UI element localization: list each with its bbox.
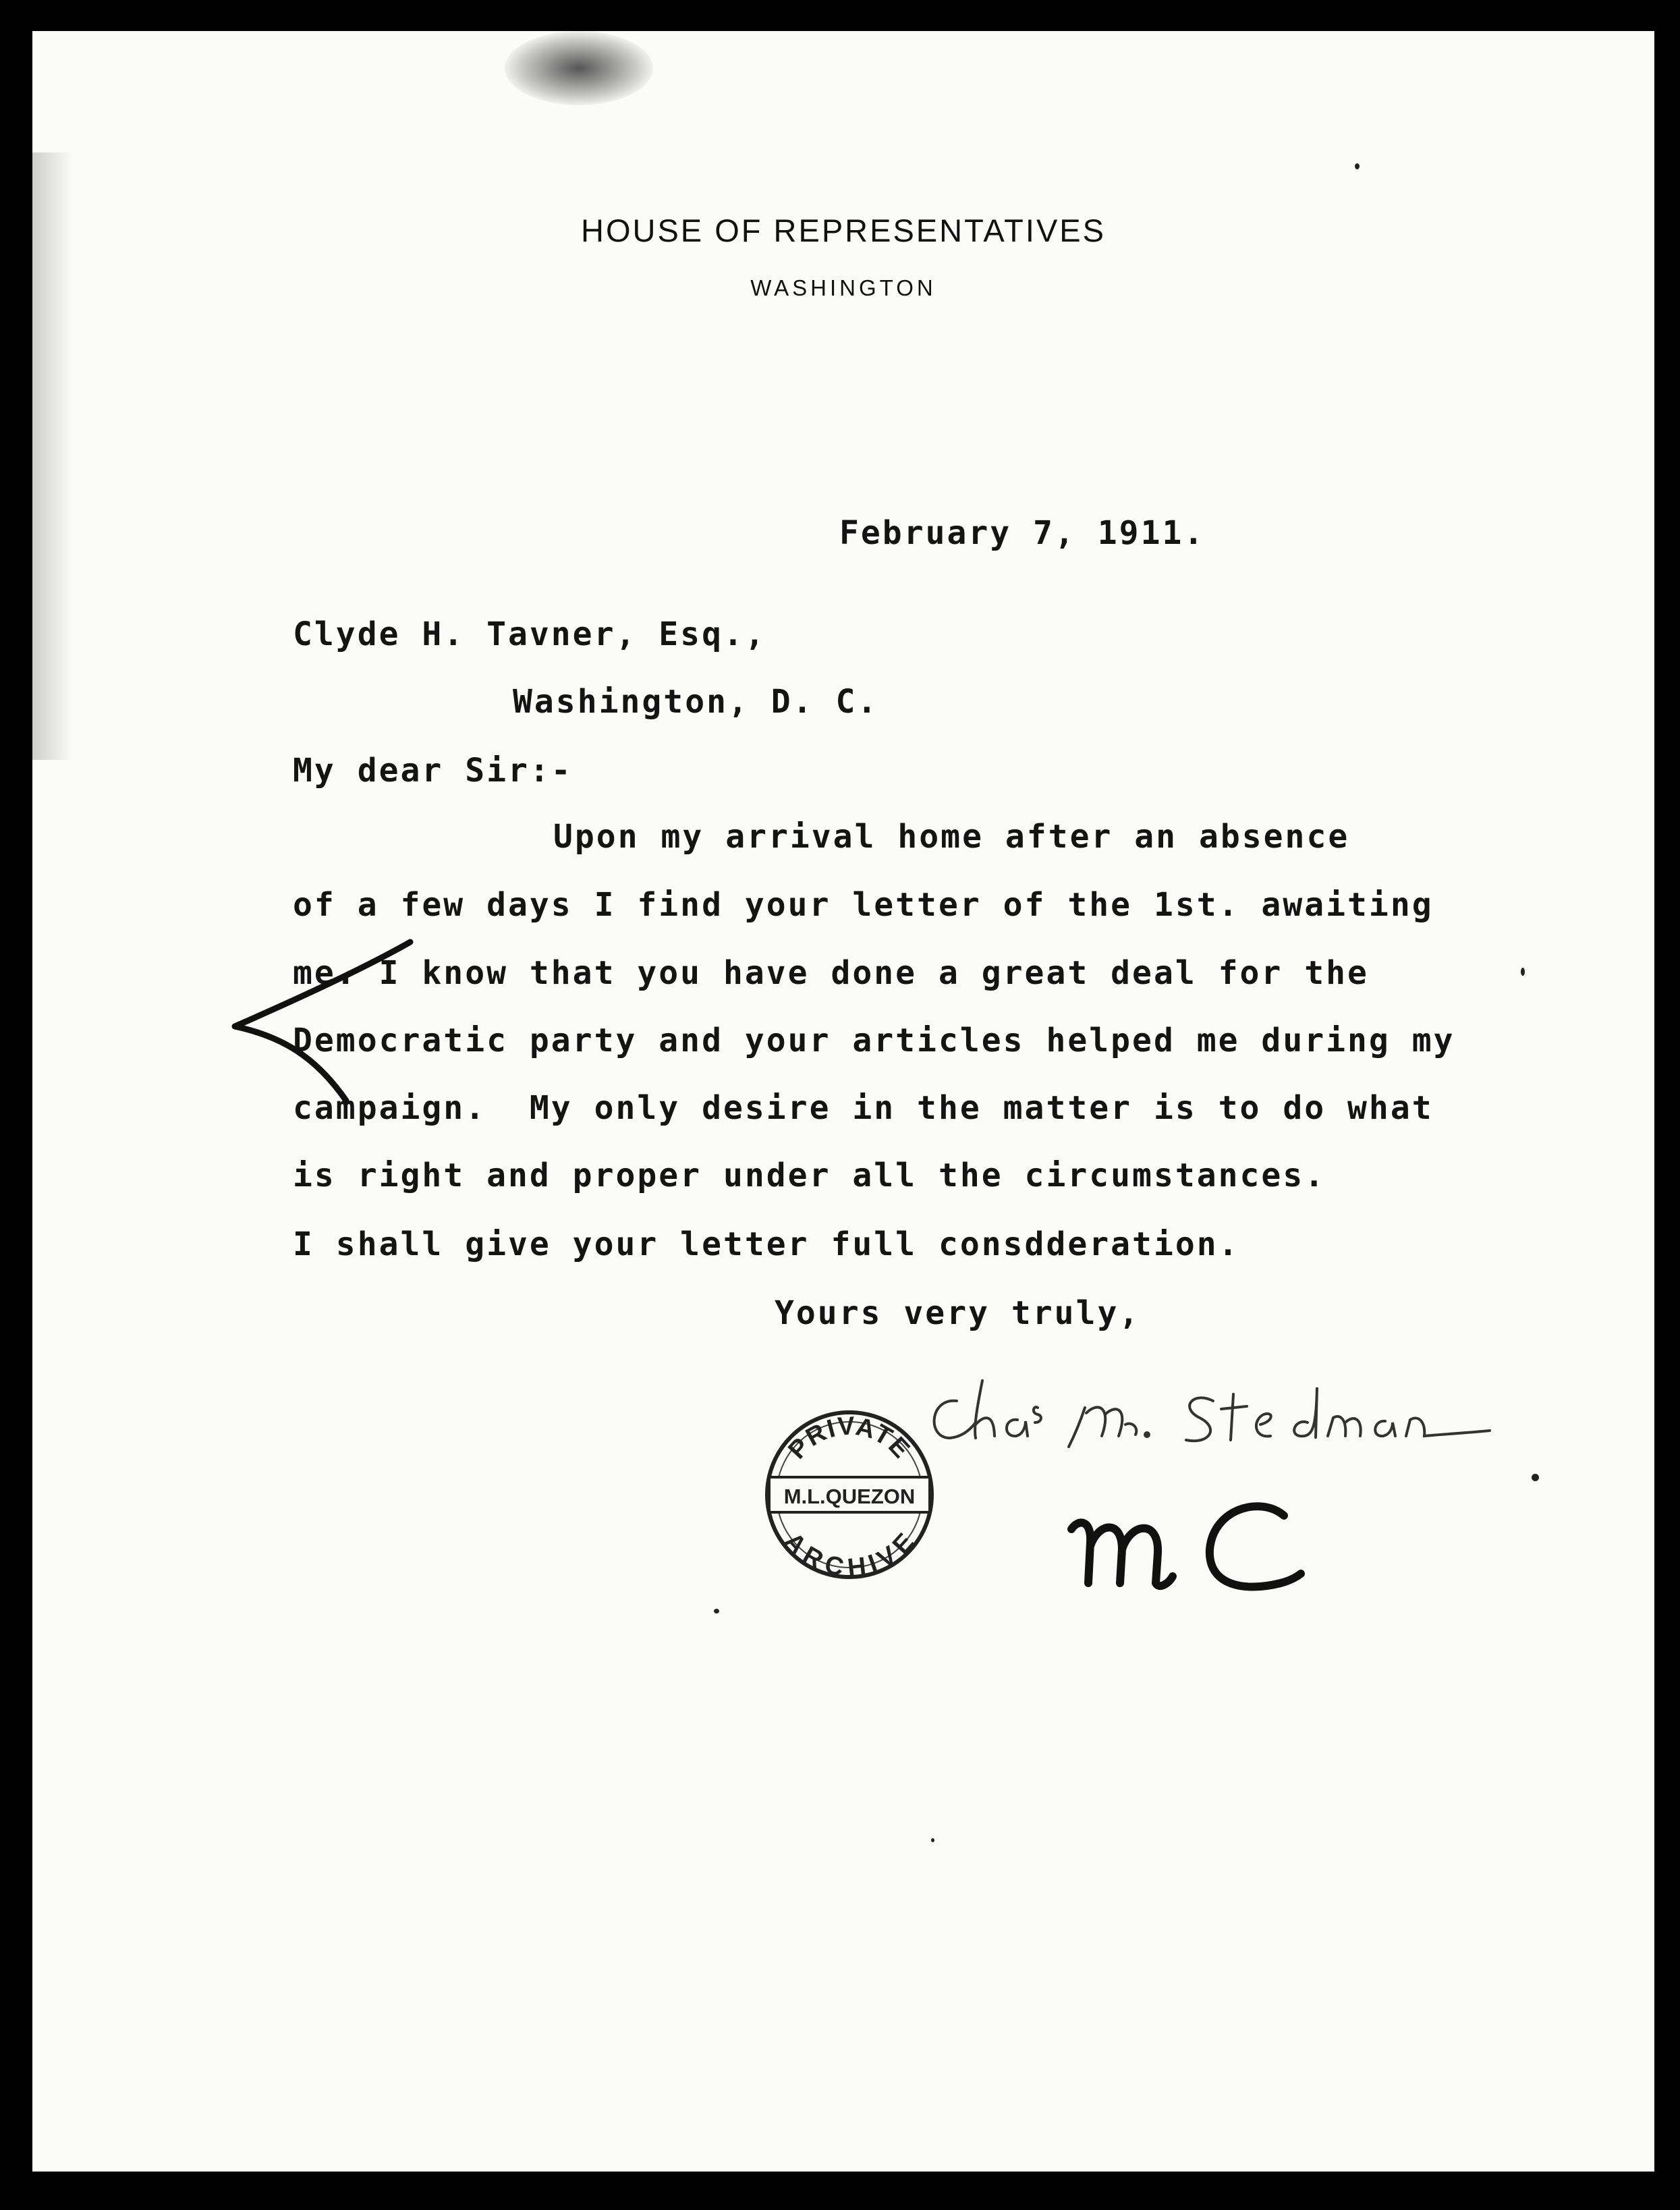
- body-line: I shall give your letter full consdderation.: [293, 1225, 1240, 1263]
- body-line: Upon my arrival home after an absence: [553, 818, 1350, 856]
- paper-speck: [1521, 968, 1525, 976]
- margin-check-mark: [208, 929, 491, 1131]
- letterhead-title: HOUSE OF REPRESENTATIVES: [581, 213, 1106, 248]
- body-line: campaign. My only desire in the matter is to do what: [293, 1089, 1434, 1127]
- body-line: me. I know that you have done a great deal for the: [293, 954, 1369, 992]
- recipient-address: Washington, D. C.: [513, 683, 879, 721]
- letterhead-city: WASHINGTON: [750, 275, 936, 300]
- paper-speck: [931, 1838, 934, 1842]
- signature: [909, 1360, 1496, 1468]
- closing: Yours very truly,: [775, 1294, 1141, 1332]
- paper-speck: [1532, 1474, 1539, 1481]
- stamp-top-text: PRIVATE: [783, 1412, 916, 1465]
- archive-stamp: [762, 1408, 936, 1582]
- body-line: Democratic party and your articles helped me during my: [293, 1022, 1455, 1059]
- stamp-bottom-text: ARCHIVE: [778, 1527, 921, 1582]
- letter-page: [32, 31, 1654, 2172]
- ink-smudge: [505, 31, 653, 105]
- body-line: is right and proper under all the circumstances.: [293, 1157, 1326, 1194]
- handwritten-initials: [1058, 1482, 1348, 1617]
- paper-speck: [714, 1609, 719, 1613]
- paper-speck: [1355, 163, 1360, 169]
- body-line: of a few days I find your letter of the 1st. awaiting: [293, 886, 1434, 924]
- salutation: My dear Sir:-: [293, 752, 573, 790]
- recipient-name: Clyde H. Tavner, Esq.,: [293, 615, 766, 653]
- stamp-center-text: M.L.QUEZON: [783, 1485, 916, 1508]
- letter-date: February 7, 1911.: [839, 514, 1206, 552]
